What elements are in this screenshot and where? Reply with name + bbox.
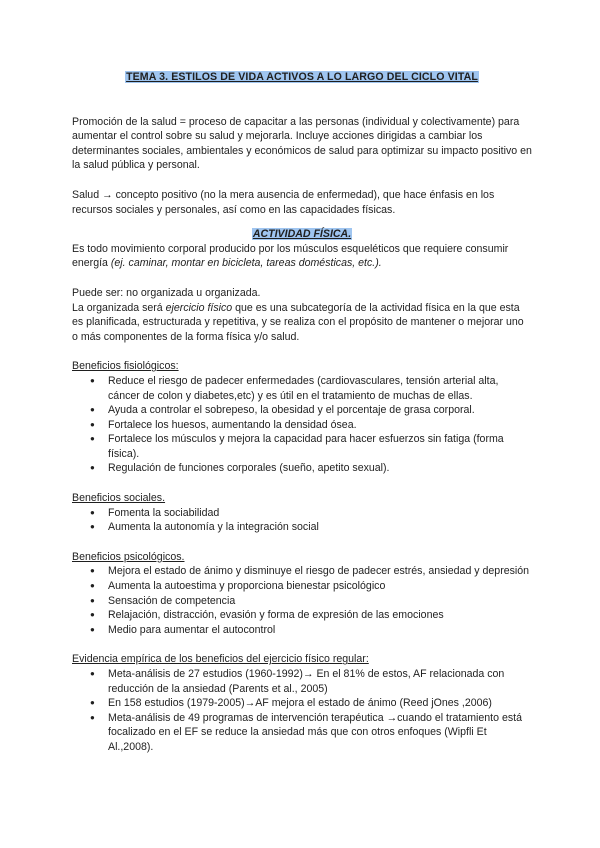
actividad-types: Puede ser: no organizada u organizada. — [72, 286, 261, 299]
fisiologicos-section — [72, 359, 532, 476]
actividad-heading: ACTIVIDAD FÍSICA. — [252, 228, 352, 241]
fisiologicos-heading: Beneficios fisiológicos: — [72, 360, 179, 373]
list-item: ● Medio para aumentar el autocontrol — [108, 623, 532, 638]
intro-paragraph-promocion: Promoción de la salud = proceso de capacitar a las personas (individual y colectivamente) para aumentar el control sobre su salud y mejorarla. Incluye acciones dirigidas a cambiar los determinantes sociales, ambientales y económicos de salud para optimizar su impacto positivo en la salud pública y personal. — [72, 115, 532, 172]
list-item: ● Ayuda a controlar el sobrepeso, la obesidad y el porcentaje de grasa corporal. — [108, 403, 532, 418]
list-item: ● Regulación de funciones corporales (sueño, apetito sexual). — [108, 461, 532, 476]
sociales-list — [72, 506, 532, 535]
actividad-heading-block — [72, 227, 532, 242]
list-item: ● En 158 estudios (1979-2005)→AF mejora el estado de ánimo (Reed jOnes ,2006) — [108, 696, 532, 711]
list-item: ● Meta-análisis de 49 programas de intervención terapéutica →cuando el tratamiento está focalizado en el EF se reduce la ansiedad más que con otros enfoques (Wipfli Et Al.,2008). — [108, 711, 532, 755]
sociales-section — [72, 491, 532, 535]
sociales-heading: Beneficios sociales. — [72, 492, 166, 505]
actividad-definition-examples: (ej. caminar, montar en bicicleta, tareas domésticas, etc.). — [110, 257, 382, 270]
fisiologicos-list — [72, 374, 532, 476]
list-item: ● Fortalece los huesos, aumentando la densidad ósea. — [108, 418, 532, 433]
list-item: ● Meta-análisis de 27 estudios (1960-1992)→ En el 81% de estos, AF relacionada con reducción de la ansiedad (Parents et al., 2005) — [108, 667, 532, 696]
list-item: ● Fortalece los músculos y mejora la capacidad para hacer esfuerzos sin fatiga (forma física). — [108, 432, 532, 461]
actividad-definition — [72, 242, 532, 271]
actividad-definition-main: Es todo movimiento corporal producido por los músculos esqueléticos que requiere consumir energía — [72, 242, 509, 270]
list-item: ● Fomenta la sociabilidad — [108, 506, 532, 521]
list-item: ● Relajación, distracción, evasión y forma de expresión de las emociones — [108, 608, 532, 623]
evidencia-section — [72, 652, 532, 754]
list-item: ● Aumenta la autoestima y proporciona bienestar psicológico — [108, 579, 532, 594]
document-title: TEMA 3. ESTILOS DE VIDA ACTIVOS A LO LARGO DEL CICLO VITAL — [126, 71, 478, 83]
list-item: ● Sensación de competencia — [108, 594, 532, 609]
organizada-pre: La organizada será — [72, 301, 166, 314]
ejercicio-fisico-term: ejercicio físico — [165, 301, 233, 314]
evidencia-list — [72, 667, 532, 755]
psicologicos-heading: Beneficios psicológicos. — [72, 550, 185, 563]
organizada-post: que es una subcategoría de la actividad física en la que esta es planificada, estructurada y repetitiva, y se realiza con el propósito de mantener o mejorar uno o más componentes de la forma física y/o salud. — [72, 301, 524, 343]
psicologicos-list — [72, 564, 532, 637]
list-item: ● Reduce el riesgo de padecer enfermedades (cardiovasculares, tensión arterial alta, cáncer de colon y diabetes,etc) y es útil en el tratamiento de muchas de ellas. — [108, 374, 532, 403]
list-item: ● Mejora el estado de ánimo y disminuye el riesgo de padecer estrés, ansiedad y depresión — [108, 564, 532, 579]
psicologicos-section — [72, 550, 532, 638]
actividad-organizada — [72, 301, 532, 345]
evidencia-heading: Evidencia empírica de los beneficios del ejercicio físico regular: — [72, 653, 369, 666]
intro-paragraph-salud: Salud → concepto positivo (no la mera ausencia de enfermedad), que hace énfasis en los recursos sociales y personales, así como en las capacidades físicas. — [72, 188, 495, 216]
title-block — [72, 70, 532, 85]
document-content — [72, 70, 532, 755]
list-item: ● Aumenta la autonomía y la integración social — [108, 520, 532, 535]
